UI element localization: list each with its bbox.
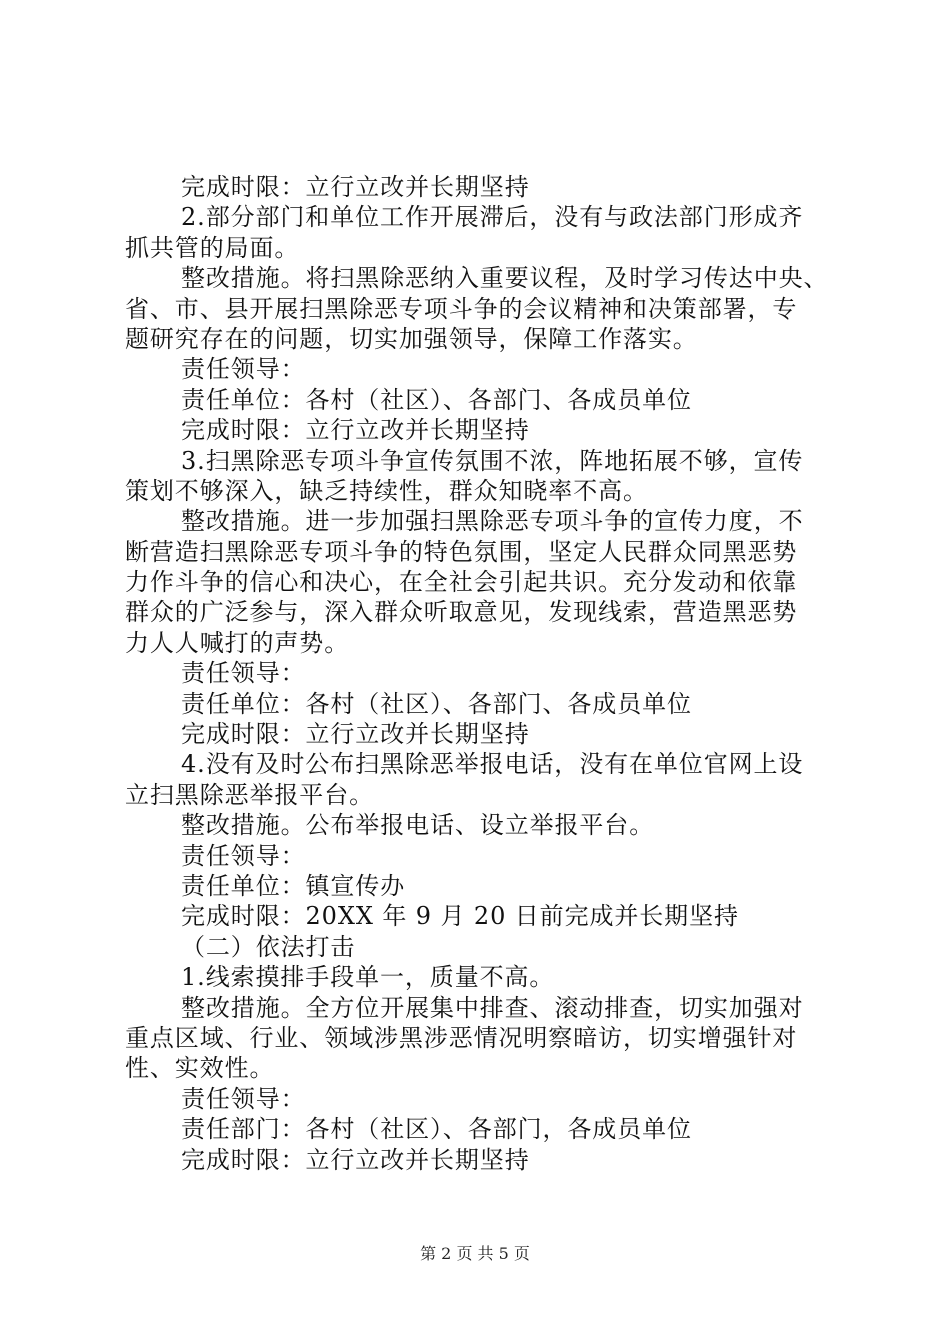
text-line: 完成时限：立行立改并长期坚持	[181, 1145, 530, 1174]
text-line: 4.没有及时公布扫黑除恶举报电话，没有在单位官网上设	[181, 750, 804, 779]
text-line: 完成时限：20XX 年 9 月 20 日前完成并长期坚持	[181, 902, 739, 931]
text-line: 重点区域、行业、领域涉黑涉恶情况明察暗访，切实增强针对	[125, 1023, 798, 1052]
text-line: 责任领导：	[181, 841, 306, 870]
text-line: 完成时限：立行立改并长期坚持	[181, 416, 530, 445]
text-line: 责任部门：各村（社区）、各部门，各成员单位	[181, 1115, 692, 1144]
text-line: 力作斗争的信心和决心，在全社会引起共识。充分发动和依靠	[125, 568, 798, 597]
text-line: 3.扫黑除恶专项斗争宣传氛围不浓，阵地拓展不够，宣传	[181, 446, 804, 475]
text-line: 责任领导：	[181, 1084, 306, 1113]
text-line: 省、市、县开展扫黑除恶专项斗争的会议精神和决策部署，专	[125, 294, 798, 323]
text-line: 力人人喊打的声势。	[125, 628, 350, 657]
text-line: 整改措施。将扫黑除恶纳入重要议程，及时学习传达中央、	[181, 264, 829, 293]
page-number-footer: 第 2 页 共 5 页	[420, 1244, 530, 1263]
text-line: 2.部分部门和单位工作开展滞后，没有与政法部门形成齐	[181, 203, 804, 232]
text-line: 责任单位：各村（社区）、各部门、各成员单位	[181, 385, 692, 414]
text-line: 抓共管的局面。	[125, 233, 300, 262]
text-line: 责任单位：镇宣传办	[181, 871, 406, 900]
text-line: 立扫黑除恶举报平台。	[125, 780, 374, 809]
text-line: 整改措施。进一步加强扫黑除恶专项斗争的宣传力度，不	[181, 507, 804, 536]
text-line: （二）依法打击	[181, 932, 356, 961]
text-line: 断营造扫黑除恶专项斗争的特色氛围，坚定人民群众同黑恶势	[125, 537, 798, 566]
text-line: 责任领导：	[181, 659, 306, 688]
text-line: 完成时限：立行立改并长期坚持	[181, 173, 530, 201]
text-line: 题研究存在的问题，切实加强领导，保障工作落实。	[125, 324, 698, 353]
text-line: 策划不够深入，缺乏持续性，群众知晓率不高。	[125, 476, 648, 505]
document-body	[125, 172, 845, 1175]
text-line: 完成时限：立行立改并长期坚持	[181, 720, 530, 749]
text-line: 整改措施。公布举报电话、设立举报平台。	[181, 811, 655, 840]
text-line: 群众的广泛参与，深入群众听取意见，发现线索，营造黑恶势	[125, 598, 798, 627]
text-line: 责任单位：各村（社区）、各部门、各成员单位	[181, 689, 692, 718]
text-line: 整改措施。全方位开展集中排查、滚动排查，切实加强对	[181, 993, 804, 1022]
text-line: 性、实效性。	[125, 1054, 275, 1083]
text-line: 责任领导：	[181, 355, 306, 384]
text-line: 1.线索摸排手段单一，质量不高。	[181, 963, 555, 992]
